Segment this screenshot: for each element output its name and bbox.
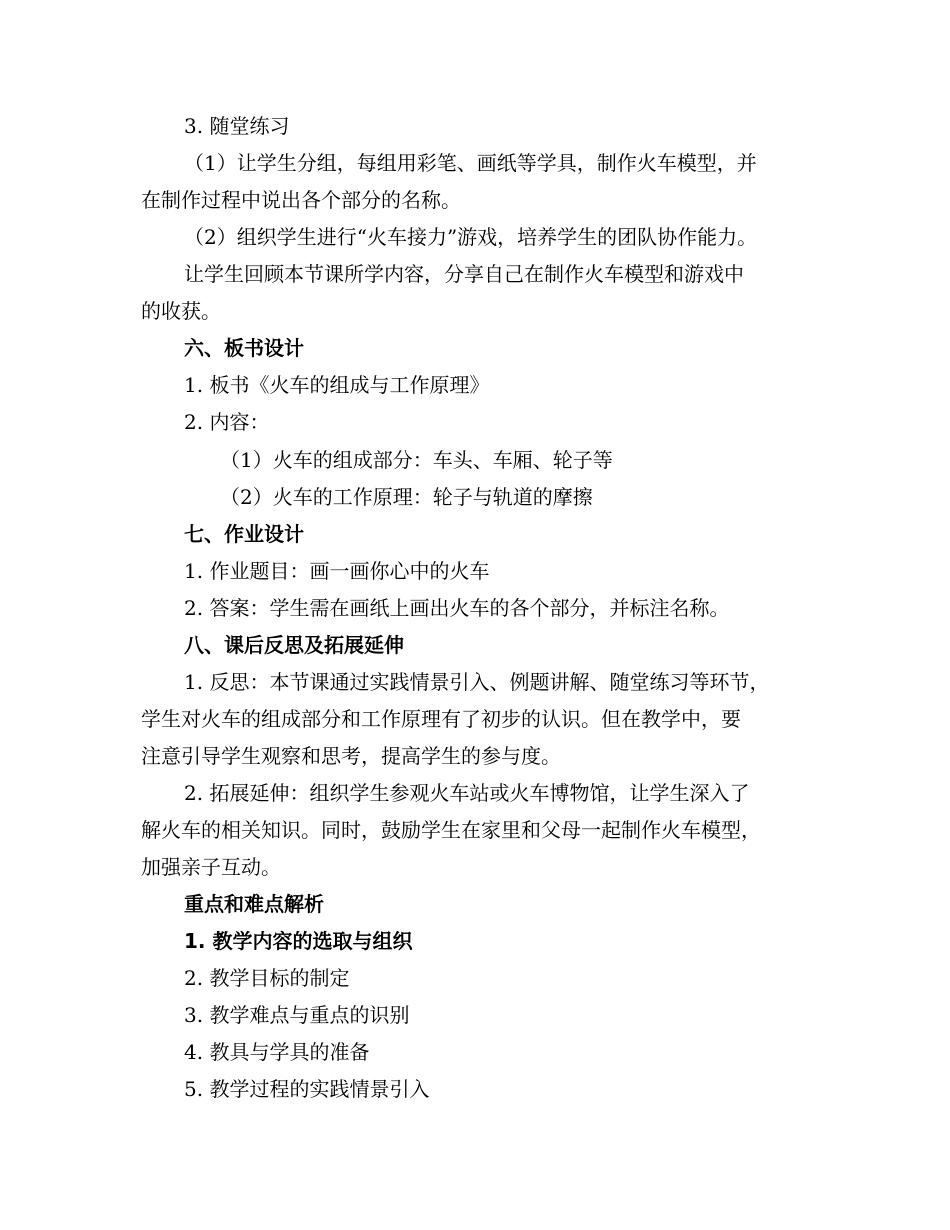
review-paragraph-continued: 的收获。: [141, 299, 221, 323]
heading-homework-design: 七、作业设计: [184, 522, 304, 546]
reflection-item-1-line-2: 学生对火车的组成部分和工作原理有了初步的认识。但在教学中，要: [141, 707, 741, 731]
key-point-item-1: 1. 教学内容的选取与组织: [184, 929, 413, 953]
board-item-1: 1. 板书《火车的组成与工作原理》: [184, 373, 490, 397]
heading-board-design: 六、板书设计: [184, 336, 304, 360]
board-subitem-2: （2）火车的工作原理：轮子与轨道的摩擦: [220, 485, 593, 509]
practice-item-1: （1）让学生分组，每组用彩笔、画纸等学具，制作火车模型，并: [184, 151, 757, 175]
homework-item-2: 2. 答案：学生需在画纸上画出火车的各个部分，并标注名称。: [184, 596, 730, 620]
practice-item-1-continued: 在制作过程中说出各个部分的名称。: [141, 188, 461, 212]
homework-item-1: 1. 作业题目：画一画你心中的火车: [184, 559, 490, 583]
board-subitem-1: （1）火车的组成部分：车头、车厢、轮子等: [220, 448, 613, 472]
heading-reflection: 八、课后反思及拓展延伸: [184, 633, 404, 657]
key-point-item-4: 4. 教具与学具的准备: [184, 1040, 370, 1064]
key-point-item-2: 2. 教学目标的制定: [184, 966, 350, 990]
key-point-item-3: 3. 教学难点与重点的识别: [184, 1003, 410, 1027]
section-item-3-practice: 3. 随堂练习: [184, 114, 290, 138]
reflection-item-1: 1. 反思：本节课通过实践情景引入、例题讲解、随堂练习等环节，: [184, 670, 770, 694]
review-paragraph: 让学生回顾本节课所学内容，分享自己在制作火车模型和游戏中: [184, 262, 744, 286]
reflection-item-1-line-3: 注意引导学生观察和思考，提高学生的参与度。: [141, 744, 561, 768]
reflection-item-2: 2. 拓展延伸：组织学生参观火车站或火车博物馆，让学生深入了: [184, 781, 750, 805]
reflection-item-2-line-3: 加强亲子互动。: [141, 855, 281, 879]
practice-item-2: （2）组织学生进行“火车接力”游戏，培养学生的团队协作能力。: [184, 225, 758, 249]
reflection-item-2-line-2: 解火车的相关知识。同时，鼓励学生在家里和父母一起制作火车模型，: [141, 818, 761, 842]
key-point-item-5: 5. 教学过程的实践情景引入: [184, 1077, 430, 1101]
heading-key-points: 重点和难点解析: [184, 892, 324, 916]
board-item-2: 2. 内容：: [184, 410, 270, 434]
